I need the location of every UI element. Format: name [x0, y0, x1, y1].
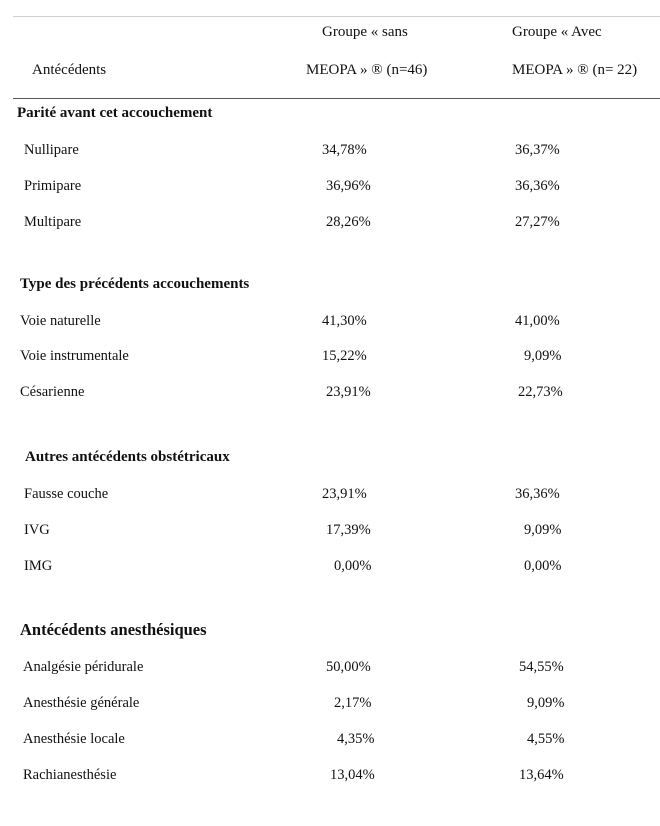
row-value-sans: 28,26%	[326, 214, 371, 230]
row-label: Primipare	[24, 178, 82, 194]
row-value-sans: 50,00%	[326, 659, 371, 675]
table-header-rule	[13, 98, 660, 99]
section-title-type-accouchements: Type des précédents accouchements	[20, 276, 250, 292]
row-value-sans: 34,78%	[322, 142, 367, 158]
row-value-sans: 13,04%	[330, 767, 375, 783]
col2-header-line2: MEOPA » ® (n= 22)	[512, 62, 638, 78]
row-label: Voie instrumentale	[20, 348, 129, 364]
row-value-sans: 17,39%	[326, 522, 371, 538]
row-value-avec: 41,00%	[515, 313, 560, 329]
row-value-avec: 9,09%	[527, 695, 565, 711]
col2-header-line1: Groupe « Avec	[512, 24, 602, 40]
row-value-sans: 23,91%	[326, 384, 371, 400]
row-value-sans: 23,91%	[322, 486, 367, 502]
row-value-avec: 36,36%	[515, 486, 560, 502]
row-label: Voie naturelle	[20, 313, 101, 329]
row-label: Césarienne	[20, 384, 85, 400]
row-label: IVG	[24, 522, 50, 538]
table-top-rule	[13, 16, 660, 17]
row-value-sans: 2,17%	[334, 695, 372, 711]
section-title-anesthesiques: Antécédents anesthésiques	[20, 620, 207, 639]
antecedents-header: Antécédents	[32, 62, 107, 78]
row-value-sans: 41,30%	[322, 313, 367, 329]
row-value-avec: 9,09%	[524, 348, 562, 364]
row-value-avec: 9,09%	[524, 522, 562, 538]
row-value-avec: 22,73%	[518, 384, 563, 400]
row-label: Anesthésie générale	[23, 695, 140, 711]
row-value-avec: 0,00%	[524, 558, 562, 574]
row-value-sans: 36,96%	[326, 178, 371, 194]
row-value-avec: 36,36%	[515, 178, 560, 194]
row-label: Rachianesthésie	[23, 767, 117, 783]
row-label: Anesthésie locale	[23, 731, 125, 747]
section-title-autres-obstetricaux: Autres antécédents obstétricaux	[25, 449, 230, 465]
row-label: Nullipare	[24, 142, 79, 158]
row-label: Fausse couche	[24, 486, 109, 502]
row-value-avec: 13,64%	[519, 767, 564, 783]
row-label: Analgésie péridurale	[23, 659, 144, 675]
row-value-avec: 27,27%	[515, 214, 560, 230]
col1-header-line2: MEOPA » ® (n=46)	[306, 62, 428, 78]
row-value-sans: 0,00%	[334, 558, 372, 574]
row-label: Multipare	[24, 214, 82, 230]
row-value-avec: 54,55%	[519, 659, 564, 675]
row-label: IMG	[24, 558, 53, 574]
row-value-sans: 15,22%	[322, 348, 367, 364]
row-value-sans: 4,35%	[337, 731, 375, 747]
section-title-parite: Parité avant cet accouchement	[17, 105, 213, 121]
row-value-avec: 4,55%	[527, 731, 565, 747]
row-value-avec: 36,37%	[515, 142, 560, 158]
col1-header-line1: Groupe « sans	[322, 24, 408, 40]
